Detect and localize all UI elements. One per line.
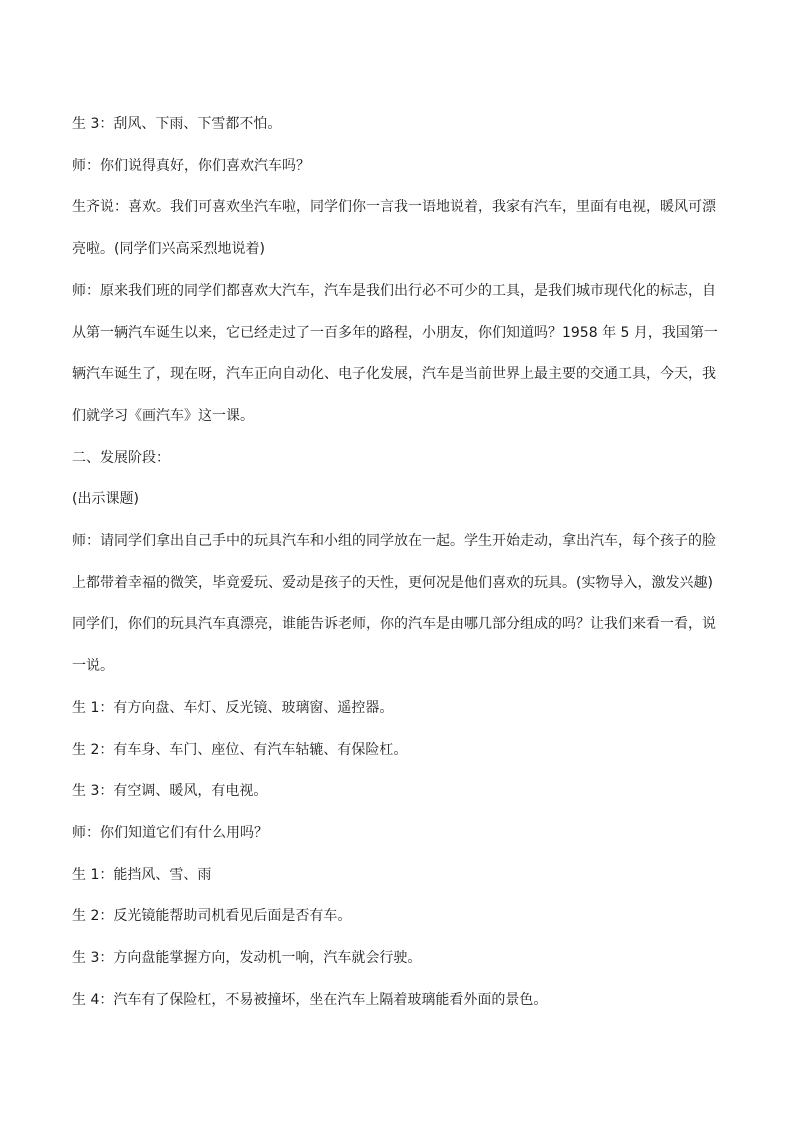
- paragraph: 师：你们说得真好，你们喜欢汽车吗？: [72, 157, 310, 174]
- paragraph: 生 3：方向盘能掌握方向，发动机一响，汽车就会行驶。: [72, 950, 422, 967]
- paragraph: (出示课题): [72, 491, 139, 508]
- paragraph: 生 2：反光镜能帮助司机看见后面是否有车。: [72, 908, 352, 925]
- paragraph: 师：请同学们拿出自己手中的玩具汽车和小组的同学放在一起。学生开始走动，拿出汽车，每个孩子的脸上都带着幸福的微笑，毕竟爱玩、爱动是孩子的天性，更何况是他们喜欢的玩具。(实物导入，激发兴趣): [72, 533, 716, 591]
- paragraph: 生 2：有车身、车门、座位、有汽车轱辘、有保险杠。: [72, 741, 408, 758]
- paragraph: 生 1：能挡风、雪、雨: [72, 866, 212, 883]
- paragraph: 生 1：有方向盘、车灯、反光镜、玻璃窗、遥控器。: [72, 699, 394, 716]
- paragraph: 师：原来我们班的同学们都喜欢大汽车，汽车是我们出行必不可少的工具，是我们城市现代化的标志，自从第一辆汽车诞生以来，它已经走过了一百多年的路程，小朋友，你们知道吗？1958 年 5 月，我国第一辆汽车诞生了，现在呀，汽车正向自动化、电子化发展，汽车是当前世界上最主要的交通工具，今天，我们就学习《画汽车》这一课。: [72, 282, 718, 424]
- paragraph: 师：你们知道它们有什么用吗？: [72, 824, 268, 841]
- paragraph: 生 3：刮风、下雨、下雪都不怕。: [72, 116, 282, 132]
- section-heading: 二、发展阶段：: [72, 449, 170, 466]
- paragraph: 生齐说：喜欢。我们可喜欢坐汽车啦，同学们你一言我一语地说着，我家有汽车，里面有电视，暖风可漂亮啦。(同学们兴高采烈地说着): [72, 199, 716, 258]
- paragraph: 同学们，你们的玩具汽车真漂亮，谁能告诉老师，你的汽车是由哪几部分组成的吗？让我们来看一看，说一说。: [72, 616, 716, 675]
- paragraph: 生 4：汽车有了保险杠，不易被撞坏，坐在汽车上隔着玻璃能看外面的景色。: [72, 991, 548, 1008]
- document-body: [72, 104, 722, 1021]
- paragraph: 生 3：有空调、暖风，有电视。: [72, 783, 268, 800]
